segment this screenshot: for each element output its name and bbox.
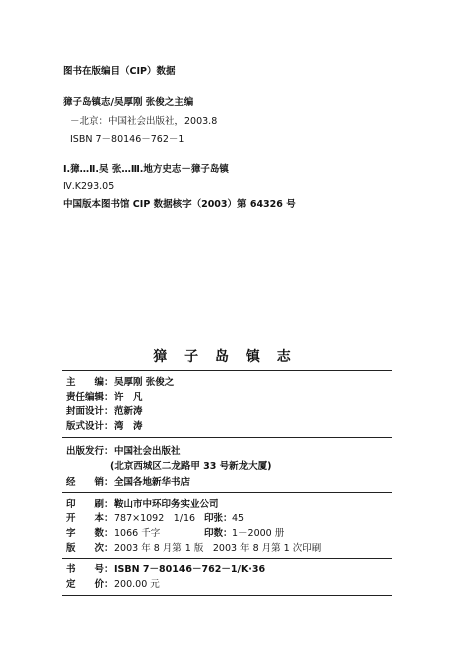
- distributor-value: 全国各地新华书店: [114, 477, 191, 488]
- publisher-label: 出版发行：: [66, 446, 114, 457]
- price-label: 定 价：: [66, 579, 114, 590]
- format-label: 开 本：: [66, 513, 114, 524]
- resp-editor-value: 许 凡: [114, 392, 143, 403]
- cip-header: 图书在版编目（CIP）数据: [63, 66, 176, 77]
- publisher-address: (北京西城区二龙路甲 33 号新龙大厦): [110, 461, 272, 472]
- chief-editor-value: 吴厚刚 张俊之: [114, 377, 175, 388]
- cover-design-value: 范新涛: [114, 406, 143, 417]
- distributor-label: 经 销：: [66, 477, 114, 488]
- cip-line-4: Ⅰ.獐…Ⅱ.吴 张…Ⅲ.地方史志－獐子岛镇: [63, 164, 229, 175]
- rule-4: [62, 558, 392, 559]
- words-value: 1066 千字: [114, 528, 161, 539]
- rule-3: [62, 492, 392, 493]
- copies-value: 1－2000 册: [232, 528, 285, 539]
- price-value: 200.00 元: [114, 579, 160, 590]
- printer-label: 印 刷：: [66, 499, 114, 510]
- rule-2: [62, 437, 392, 438]
- cip-line-3: ISBN 7－80146－762－1: [70, 134, 185, 145]
- book-number-value: ISBN 7－80146－762－1/K·36: [114, 564, 266, 575]
- publisher-value: 中国社会出版社: [114, 446, 181, 457]
- rule-5: [62, 595, 392, 596]
- sheets-label: 印张：: [204, 513, 233, 524]
- words-label: 字 数：: [66, 528, 114, 539]
- sheets-value: 45: [232, 513, 245, 524]
- layout-design-value: 湾 涛: [114, 421, 143, 432]
- cip-line-1: 獐子岛镇志/吴厚刚 张俊之主编: [63, 97, 194, 108]
- edition-label: 版 次：: [66, 543, 114, 554]
- cip-line-6: 中国版本图书馆 CIP 数据核字（2003）第 64326 号: [63, 199, 296, 210]
- book-title: 獐 子 岛 镇 志: [153, 349, 297, 365]
- edition-value: 2003 年 8 月第 1 版 2003 年 8 月第 1 次印刷: [114, 543, 322, 554]
- copies-label: 印数：: [204, 528, 233, 539]
- cip-line-2: －北京：中国社会出版社，2003.8: [70, 116, 218, 127]
- printer-value: 鞍山市中环印务实业公司: [114, 499, 219, 510]
- layout-design-label: 版式设计：: [66, 421, 114, 432]
- format-value: 787×1092 1/16: [114, 513, 196, 524]
- chief-editor-label: 主 编：: [66, 377, 114, 388]
- rule-1: [62, 370, 392, 371]
- resp-editor-label: 责任编辑：: [66, 392, 114, 403]
- cover-design-label: 封面设计：: [66, 406, 114, 417]
- book-number-label: 书 号：: [66, 564, 114, 575]
- cip-line-5: Ⅳ.K293.05: [63, 181, 115, 192]
